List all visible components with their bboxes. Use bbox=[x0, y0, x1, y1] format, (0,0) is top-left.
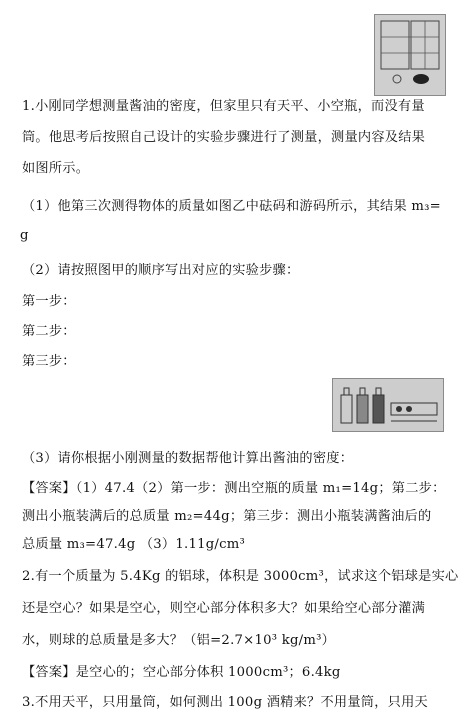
q2-text-line1: 2.有一个质量为 5.4Kg 的铝球，体积是 3000cm³，试求这个铝球是实心 bbox=[22, 569, 459, 584]
q1-part1-line1: （1）他第三次测得物体的质量如图乙中砝码和游码所示，其结果 m₃= bbox=[22, 199, 441, 214]
q1-part1-unit: g bbox=[20, 228, 29, 243]
q1-text-line1: 1.小刚同学想测量酱油的密度，但家里只有天平、小空瓶，而没有量 bbox=[22, 99, 425, 114]
q1-answer-line2: 测出小瓶装满后的总质量 m₂=44g；第三步：测出小瓶装满酱油后的 bbox=[22, 509, 432, 524]
q1-step3-label: 第三步： bbox=[22, 354, 76, 369]
q1-step2-label: 第二步： bbox=[22, 324, 76, 339]
figure-scale-photo bbox=[374, 14, 446, 96]
figure-bottles-photo bbox=[332, 378, 444, 432]
bottles-drawing bbox=[333, 379, 443, 431]
q1-part3: （3）请你根据小刚测量的数据帮他计算出酱油的密度： bbox=[22, 451, 354, 466]
q1-step1-label: 第一步： bbox=[22, 294, 76, 309]
q1-answer-line3: 总质量 m₃=47.4g （3）1.11g/cm³ bbox=[22, 537, 246, 552]
scale-drawing bbox=[375, 15, 445, 95]
q1-text-line3: 如图所示。 bbox=[22, 161, 90, 176]
q1-part2: （2）请按照图甲的顺序写出对应的实验步骤： bbox=[22, 263, 300, 278]
q3-text-line1: 3.不用天平，只用量筒，如何测出 100g 酒精来？不用量筒，只用天 bbox=[22, 695, 428, 710]
q1-answer-line1: 【答案】（1）47.4（2）第一步：测出空瓶的质量 m₁=14g；第二步： bbox=[22, 481, 446, 496]
q2-answer: 【答案】是空心的；空心部分体积 1000cm³；6.4kg bbox=[22, 665, 341, 680]
q1-text-line2: 筒。他思考后按照自己设计的实验步骤进行了测量，测量内容及结果 bbox=[22, 130, 426, 145]
q2-text-line2: 还是空心？如果是空心，则空心部分体积多大？如果给空心部分灌满 bbox=[22, 601, 426, 616]
q2-text-line3: 水，则球的总质量是多大？（铝=2.7×10³ kg/m³） bbox=[22, 633, 336, 648]
